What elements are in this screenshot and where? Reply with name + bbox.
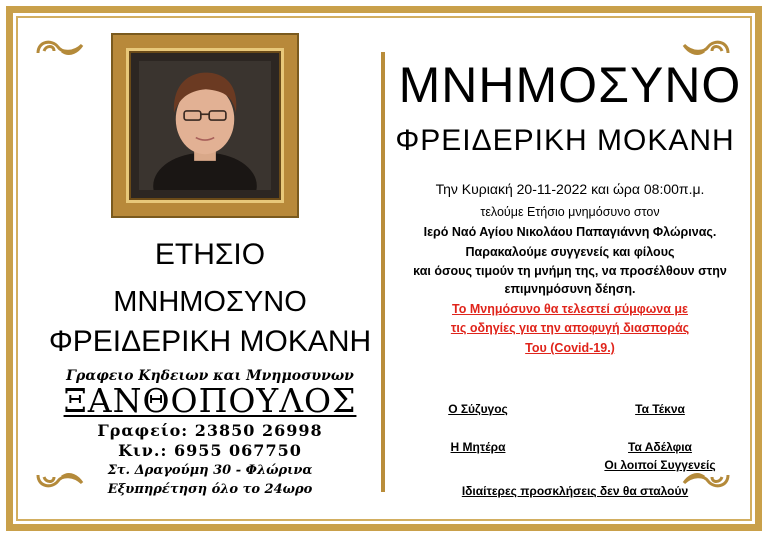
signature-siblings: Τα Αδέλφια <box>628 440 692 454</box>
left-title-yearly: ΕΤΗΣΙΟ <box>154 238 266 271</box>
body-line: Την Κυριακή 20-11-2022 και ώρα 08:00π.μ. <box>435 181 705 197</box>
body-line: τελούμε Ετήσιο μνημόσυνο στον <box>480 205 660 219</box>
portrait-frame <box>113 35 297 216</box>
office-address: Στ. Δραγούμη 30 - Φλώρινα <box>107 463 313 478</box>
mobile-phone: Κιν.: 6955 067750 <box>118 441 302 460</box>
covid-notice-line: Του (Covid-19.) <box>525 341 615 355</box>
covid-notice-line: Το Μνημόσυνο θα τελεστεί σύμφωνα με <box>452 302 688 316</box>
body-line: Παρακαλούμε συγγενείς και φίλους <box>465 245 675 259</box>
body-line: Ιερό Ναό Αγίου Νικολάου Παπαγιάννη Φλώρινας. <box>423 225 717 239</box>
right-title: ΜΝΗΜΟΣΥΝΟ <box>398 57 742 113</box>
signature-relatives: Οι λοιποί Συγγενείς <box>604 458 716 472</box>
body-line: επιμνημόσυνη δέηση. <box>504 282 636 296</box>
service-hours: Εξυπηρέτηση όλο το 24ωρο <box>107 482 313 497</box>
left-deceased-name: ΦΡΕΙΔΕΡΙΚΗ ΜΟΚΑΝΗ <box>48 325 372 358</box>
footer-note: Ιδιαίτερες προσκλήσεις δεν θα σταλούν <box>461 484 689 498</box>
office-phone: Γραφείο: 23850 26998 <box>97 421 323 440</box>
signature-children: Τα Τέκνα <box>635 402 685 416</box>
funeral-office-brand: ΞΑΝΘΟΠΟΥΛΟΣ <box>63 381 357 420</box>
corner-ornament-icon <box>34 35 90 61</box>
covid-notice-line: τις οδηγίες για την αποφυγή διασποράς <box>450 321 690 335</box>
funeral-office-label: Γραφειο Κηδειων και Μνημοσυνων <box>66 368 354 384</box>
signature-mother: Η Μητέρα <box>450 440 506 454</box>
left-title-memorial: ΜΝΗΜΟΣΥΝΟ <box>113 286 307 318</box>
right-deceased-name: ΦΡΕΙΔΕΡΙΚΗ ΜΟΚΑΝΗ <box>395 124 735 157</box>
body-line: και όσους τιμούν τη μνήμη της, να προσέλθουν στην <box>413 264 727 278</box>
signature-spouse: Ο Σύζυγος <box>448 402 508 416</box>
portrait-photo <box>139 61 271 190</box>
